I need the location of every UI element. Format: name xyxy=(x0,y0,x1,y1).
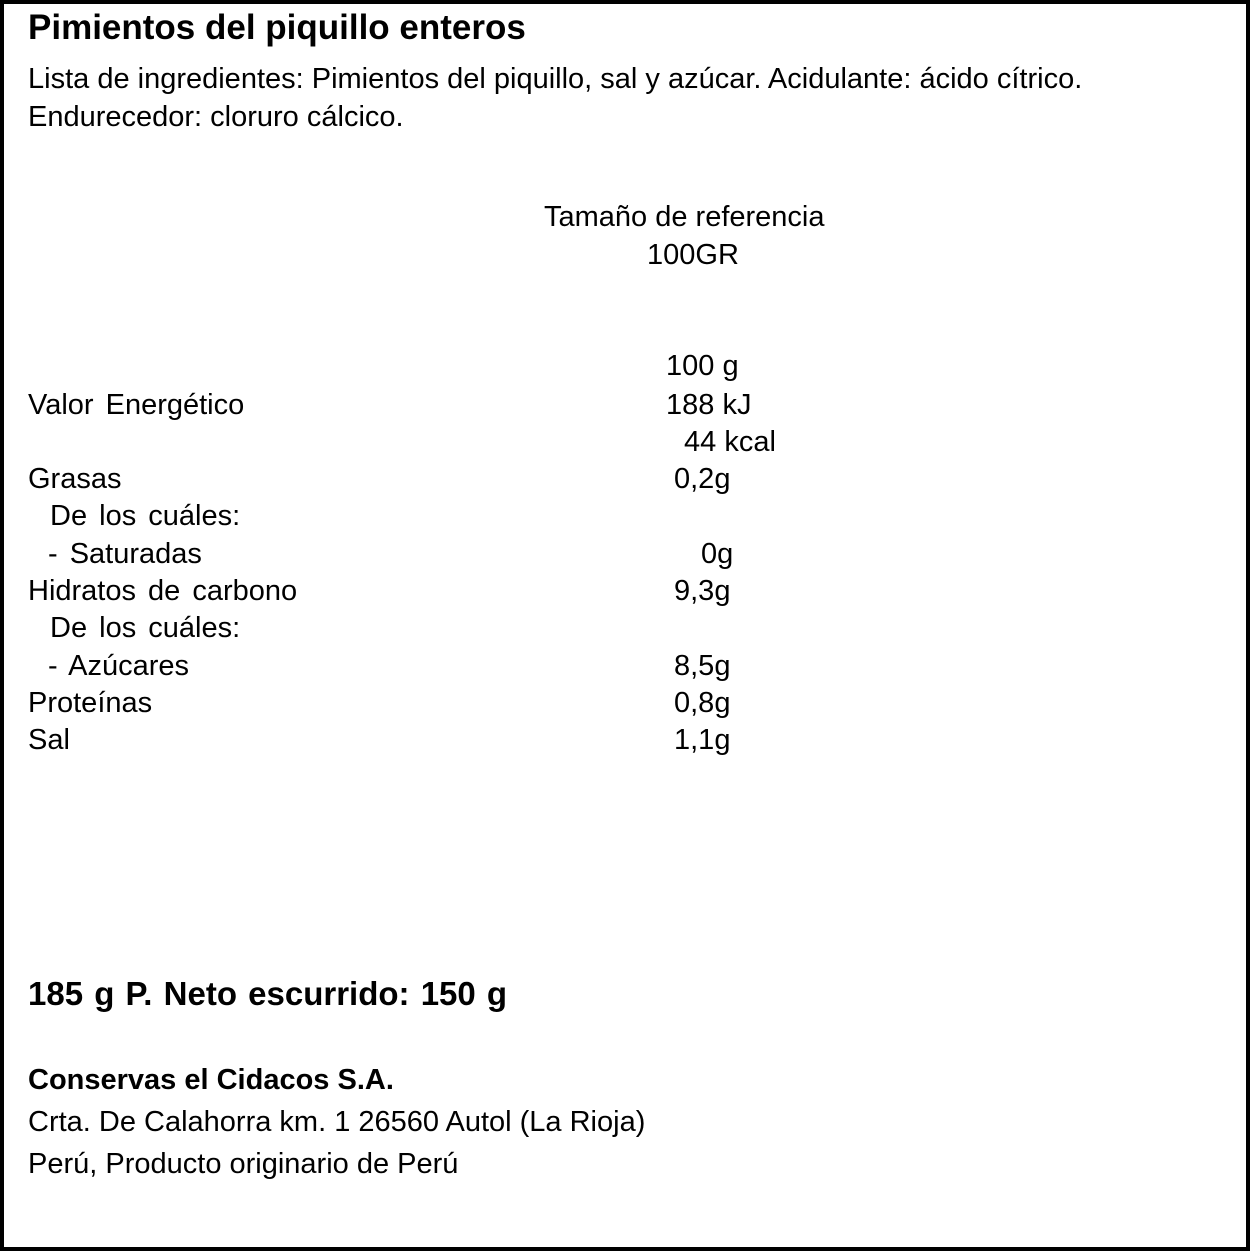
nutrition-column-header: 100 g xyxy=(666,350,739,382)
nutrition-label-sugars: - Azúcares xyxy=(48,650,189,682)
nutrition-label-saturated: - Saturadas xyxy=(48,538,202,570)
product-origin: Perú, Producto originario de Perú xyxy=(28,1148,459,1180)
nutrition-label-of-which: De los cuáles: xyxy=(50,612,241,644)
reference-size-value: 100GR xyxy=(647,239,739,271)
nutrition-value-carbohydrates: 9,3g xyxy=(674,575,731,607)
nutrition-label-protein: Proteínas xyxy=(28,687,153,719)
nutrition-label-carbohydrates: Hidratos de carbono xyxy=(28,575,298,607)
nutrition-value-energy-kcal: 44 kcal xyxy=(684,426,776,458)
nutrition-label-fat: Grasas xyxy=(28,463,122,495)
reference-size-heading: Tamaño de referencia xyxy=(544,201,825,233)
net-weight: 185 g P. Neto escurrido: 150 g xyxy=(28,975,508,1012)
nutrition-label-salt: Sal xyxy=(28,724,70,756)
nutrition-label-energy: Valor Energético xyxy=(28,389,245,421)
nutrition-value-saturated: 0g xyxy=(701,538,734,570)
company-name: Conservas el Cidacos S.A. xyxy=(28,1064,394,1096)
ingredients-list: Lista de ingredientes: Pimientos del piquillo, sal y azúcar. Acidulante: ácido cítrico. Endurecedor: cloruro cálcico. xyxy=(28,63,1083,133)
nutrition-value-salt: 1,1g xyxy=(674,724,731,756)
nutrition-value-energy-kj: 188 kJ xyxy=(666,389,752,421)
nutrition-value-fat: 0,2g xyxy=(674,463,731,495)
product-title: Pimientos del piquillo enteros xyxy=(28,8,526,47)
nutrition-label-of-which: De los cuáles: xyxy=(50,500,241,532)
nutrition-value-sugars: 8,5g xyxy=(674,650,731,682)
company-address: Crta. De Calahorra km. 1 26560 Autol (La Rioja) xyxy=(28,1106,646,1138)
nutrition-value-protein: 0,8g xyxy=(674,687,731,719)
